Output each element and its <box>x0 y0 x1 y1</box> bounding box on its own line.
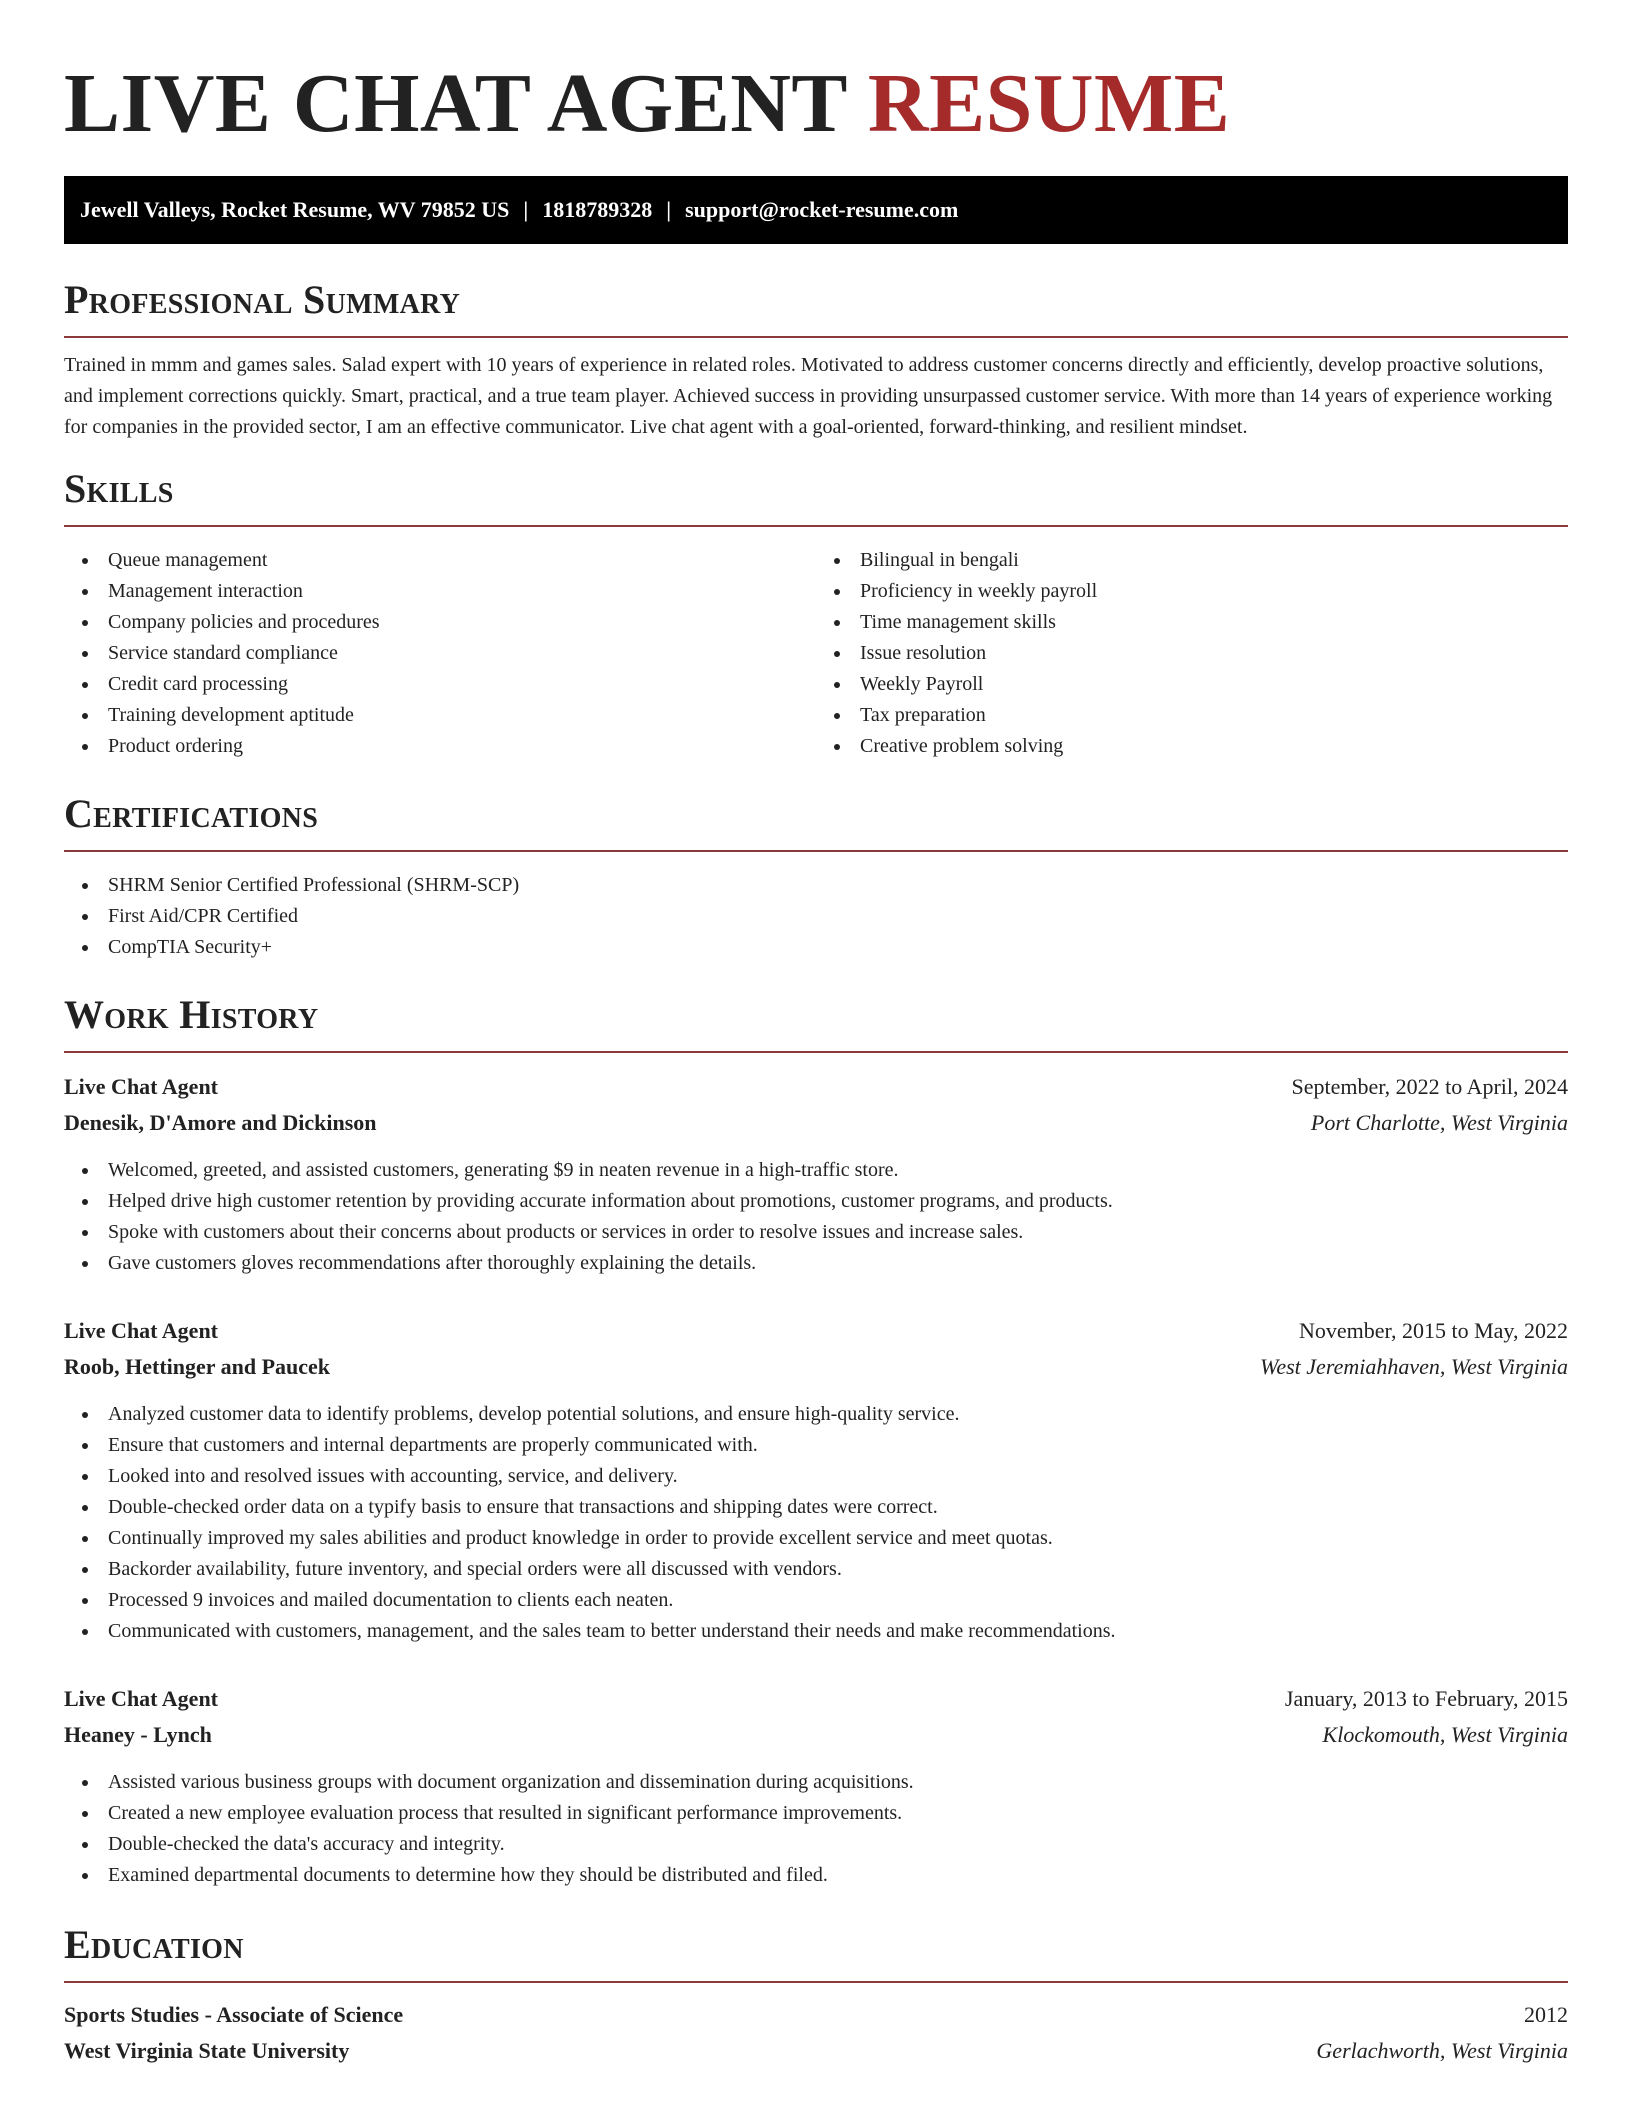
skill-item: Time management skills <box>816 607 1568 638</box>
certification-item: CompTIA Security+ <box>64 932 1568 963</box>
job-company: Heaney - Lynch <box>64 1722 212 1747</box>
section-divider <box>64 850 1568 852</box>
job-subheader <box>64 1105 1568 1141</box>
resume-title <box>64 0 1568 150</box>
summary-text: Trained in mmm and games sales. Salad expert with 10 years of experience in related roles. Motivated to address customer concerns directly and efficiently, develop proactive solutions, and implement corrections quickly. Smart, practical, and a true team player. Achieved success in providing unsurpassed customer service. With more than 14 years of experience working for companies in the provided sector, I am an effective communicator. Live chat agent with a goal-oriented, forward-thinking, and resilient mindset. <box>64 354 1553 438</box>
education-school: West Virginia State University <box>64 2038 350 2063</box>
skill-item: Creative problem solving <box>816 731 1568 762</box>
work-history-section <box>64 991 1568 1891</box>
section-divider <box>64 1981 1568 1983</box>
job-title: Live Chat Agent <box>64 1074 218 1099</box>
job-company: Denesik, D'Amore and Dickinson <box>64 1110 377 1135</box>
job-bullet: Double-checked the data's accuracy and integrity. <box>64 1829 1568 1860</box>
job-subheader <box>64 1349 1568 1385</box>
job-bullets <box>64 1399 1568 1647</box>
job-title: Live Chat Agent <box>64 1686 218 1711</box>
job-location: Port Charlotte, West Virginia <box>1310 1110 1568 1135</box>
job-bullet: Welcomed, greeted, and assisted customers, generating $9 in neaten revenue in a high-traffic store. <box>64 1155 1568 1186</box>
contact-separator: | <box>523 197 529 222</box>
job-bullet: Spoke with customers about their concerns about products or services in order to resolve issues and increase sales. <box>64 1217 1568 1248</box>
education-location: Gerlachworth, West Virginia <box>1316 2038 1568 2063</box>
job-bullet: Double-checked order data on a typify basis to ensure that transactions and shipping dates were correct. <box>64 1492 1568 1523</box>
skills-list-left <box>64 545 816 762</box>
section-divider <box>64 525 1568 527</box>
job-bullets <box>64 1155 1568 1279</box>
job-bullet: Ensure that customers and internal departments are properly communicated with. <box>64 1430 1568 1461</box>
skill-item: Tax preparation <box>816 700 1568 731</box>
certifications-list <box>64 870 1568 963</box>
job-bullet: Assisted various business groups with document organization and dissemination during acquisitions. <box>64 1767 1568 1798</box>
skills-grid <box>64 545 1568 762</box>
education-section <box>64 1921 1568 2069</box>
skills-heading: Skills <box>64 466 174 511</box>
job-dates: November, 2015 to May, 2022 <box>1299 1318 1568 1343</box>
education-header <box>64 1997 1568 2033</box>
skill-item: Company policies and procedures <box>64 607 816 638</box>
skill-item: Training development aptitude <box>64 700 816 731</box>
job-bullet: Continually improved my sales abilities and product knowledge in order to provide excellent service and meet quotas. <box>64 1523 1568 1554</box>
education-degree: Sports Studies - Associate of Science <box>64 2002 404 2027</box>
job-entry <box>64 1681 1568 1891</box>
job-bullet: Processed 9 invoices and mailed documentation to clients each neaten. <box>64 1585 1568 1616</box>
summary-heading: Professional Summary <box>64 277 461 322</box>
certifications-section <box>64 790 1568 963</box>
work-history-heading: Work History <box>64 992 319 1037</box>
skills-section <box>64 465 1568 762</box>
job-bullet: Examined departmental documents to determine how they should be distributed and filed. <box>64 1860 1568 1891</box>
skill-item: Weekly Payroll <box>816 669 1568 700</box>
job-header <box>64 1069 1568 1105</box>
title-accent: RESUME <box>867 57 1231 150</box>
certification-item: SHRM Senior Certified Professional (SHRM-SCP) <box>64 870 1568 901</box>
job-entry <box>64 1313 1568 1647</box>
job-header <box>64 1313 1568 1349</box>
skill-item: Credit card processing <box>64 669 816 700</box>
job-bullets <box>64 1767 1568 1891</box>
job-dates: January, 2013 to February, 2015 <box>1284 1686 1568 1711</box>
job-subheader <box>64 1717 1568 1753</box>
job-bullet: Analyzed customer data to identify problems, develop potential solutions, and ensure high-quality service. <box>64 1399 1568 1430</box>
job-title: Live Chat Agent <box>64 1318 218 1343</box>
certification-item: First Aid/CPR Certified <box>64 901 1568 932</box>
certifications-heading: Certifications <box>64 791 319 836</box>
skill-item: Product ordering <box>64 731 816 762</box>
contact-email[interactable]: support@rocket-resume.com <box>685 197 959 222</box>
job-bullet: Looked into and resolved issues with accounting, service, and delivery. <box>64 1461 1568 1492</box>
summary-section <box>64 276 1568 443</box>
job-bullet: Gave customers gloves recommendations after thoroughly explaining the details. <box>64 1248 1568 1279</box>
job-location: West Jeremiahhaven, West Virginia <box>1260 1354 1568 1379</box>
skill-item: Service standard compliance <box>64 638 816 669</box>
job-entry <box>64 1069 1568 1279</box>
job-bullet: Backorder availability, future inventory, and special orders were all discussed with vendors. <box>64 1554 1568 1585</box>
section-divider <box>64 1051 1568 1053</box>
job-dates: September, 2022 to April, 2024 <box>1291 1074 1568 1099</box>
education-heading: Education <box>64 1922 244 1967</box>
section-divider <box>64 336 1568 338</box>
education-year: 2012 <box>1524 2002 1568 2027</box>
skill-item: Proficiency in weekly payroll <box>816 576 1568 607</box>
job-bullet: Created a new employee evaluation process that resulted in significant performance improvements. <box>64 1798 1568 1829</box>
job-bullet: Helped drive high customer retention by providing accurate information about promotions, customer programs, and products. <box>64 1186 1568 1217</box>
contact-address: Jewell Valleys, Rocket Resume, WV 79852 US <box>80 197 510 222</box>
title-main: LIVE CHAT AGENT <box>64 57 847 150</box>
education-entry <box>64 1997 1568 2069</box>
contact-separator: | <box>666 197 672 222</box>
job-header <box>64 1681 1568 1717</box>
contact-phone[interactable]: 1818789328 <box>542 197 653 222</box>
skill-item: Issue resolution <box>816 638 1568 669</box>
job-bullet: Communicated with customers, management, and the sales team to better understand their needs and make recommendations. <box>64 1616 1568 1647</box>
job-company: Roob, Hettinger and Paucek <box>64 1354 331 1379</box>
skill-item: Bilingual in bengali <box>816 545 1568 576</box>
contact-bar <box>64 176 1568 244</box>
skill-item: Management interaction <box>64 576 816 607</box>
skills-list-right <box>816 545 1568 762</box>
education-subheader <box>64 2033 1568 2069</box>
skill-item: Queue management <box>64 545 816 576</box>
job-location: Klockomouth, West Virginia <box>1322 1722 1568 1747</box>
